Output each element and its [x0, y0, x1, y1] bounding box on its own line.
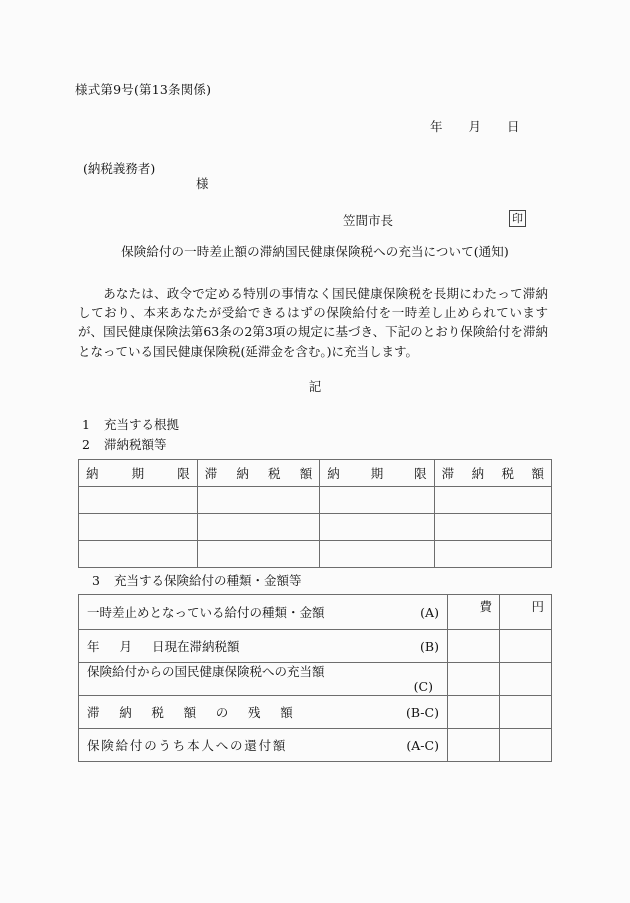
header-cell-tax-amount-1: 滞 納 税 額	[197, 460, 320, 487]
date-day: 日	[507, 119, 520, 134]
cell-due-date-1[interactable]	[79, 487, 198, 514]
amount-refund-yen[interactable]	[499, 729, 551, 762]
label-refund: 保険給付のうち本人への還付額 (A-C)	[79, 729, 448, 762]
table-row-allocation	[79, 663, 552, 696]
taxpayer-label: (納税義務者)	[83, 161, 156, 176]
date-year: 年	[430, 119, 443, 134]
table-row	[79, 487, 552, 514]
item-2-label: 滞納税額等	[104, 437, 167, 452]
cell-tax-amount-2[interactable]	[434, 541, 551, 568]
delinquent-tax-table	[78, 459, 552, 568]
document-title: 保険給付の一時差止額の滞納国民健康保険税への充当について(通知)	[121, 244, 509, 259]
unit-yen: 円	[499, 595, 551, 630]
table-row-refund	[79, 729, 552, 762]
table-header-row	[79, 460, 552, 487]
amount-current-arrears-expense[interactable]	[447, 630, 499, 663]
table-row-current-arrears	[79, 630, 552, 663]
issuer-name: 笠間市長	[343, 213, 394, 228]
addressee-honorific: 様	[196, 176, 209, 191]
amount-remaining-expense[interactable]	[447, 696, 499, 729]
item-1-number: 1	[82, 417, 90, 432]
header-cell-tax-amount-2: 滞 納 税 額	[434, 460, 551, 487]
ki-marker: 記	[308, 379, 322, 394]
seal-stamp-box: 印	[509, 210, 526, 227]
amount-allocation-expense[interactable]	[447, 663, 499, 696]
cell-tax-amount-1[interactable]	[197, 487, 320, 514]
cell-due-date-2[interactable]	[320, 514, 434, 541]
cell-due-date-1[interactable]	[79, 514, 198, 541]
cell-due-date-2[interactable]	[320, 541, 434, 568]
table-row-remaining-arrears	[79, 696, 552, 729]
cell-tax-amount-2[interactable]	[434, 487, 551, 514]
label-current-arrears: 年 月 日現在滞納税額 (B)	[79, 630, 448, 663]
body-text: あなたは、政令で定める特別の事情なく国民健康保険税を長期にわたって滞納しており、本来あなたが受給できるはずの保険給付を一時差し止められていますが、国民健康保険法第63条の2第3項の規定に基づき、下記のとおり保険給付を滞納となっている国民健康保険税(延滞金を含む。)に充当します。	[78, 286, 548, 359]
arrears-date-label: 年 月 日現在滞納税額	[87, 639, 240, 654]
label-remaining-arrears: 滞 納 税 額 の 残 額 (B-C)	[79, 696, 448, 729]
item-1-label: 充当する根拠	[104, 417, 180, 432]
cell-tax-amount-2[interactable]	[434, 514, 551, 541]
table-row	[79, 541, 552, 568]
header-cell-due-date-1: 納 期 限	[79, 460, 198, 487]
amount-allocation-yen[interactable]	[499, 663, 551, 696]
amount-refund-expense[interactable]	[447, 729, 499, 762]
section-item-2	[82, 435, 167, 453]
item-2-number: 2	[82, 437, 90, 452]
item-3-label: 充当する保険給付の種類・金額等	[114, 573, 302, 588]
unit-expense: 費	[447, 595, 499, 630]
cell-due-date-2[interactable]	[320, 487, 434, 514]
cell-tax-amount-1[interactable]	[197, 541, 320, 568]
amount-current-arrears-yen[interactable]	[499, 630, 551, 663]
cell-tax-amount-1[interactable]	[197, 514, 320, 541]
date-line	[430, 117, 520, 135]
section-item-1	[82, 415, 179, 433]
table-row	[79, 514, 552, 541]
section-item-3	[92, 571, 302, 589]
label-suspended-benefit: 一時差止めとなっている給付の種類・金額 (A)	[79, 595, 448, 630]
benefit-allocation-table	[78, 594, 552, 762]
form-number: 様式第9号(第13条関係)	[75, 82, 212, 97]
item-3-number: 3	[92, 573, 100, 588]
amount-remaining-yen[interactable]	[499, 696, 551, 729]
label-allocation: 保険給付からの国民健康保険税への充当額 (C)	[79, 663, 448, 696]
table-row-suspended-benefit	[79, 595, 552, 630]
header-cell-due-date-2: 納 期 限	[320, 460, 434, 487]
date-month: 月	[468, 119, 482, 134]
body-paragraph	[78, 284, 548, 361]
cell-due-date-1[interactable]	[79, 541, 198, 568]
